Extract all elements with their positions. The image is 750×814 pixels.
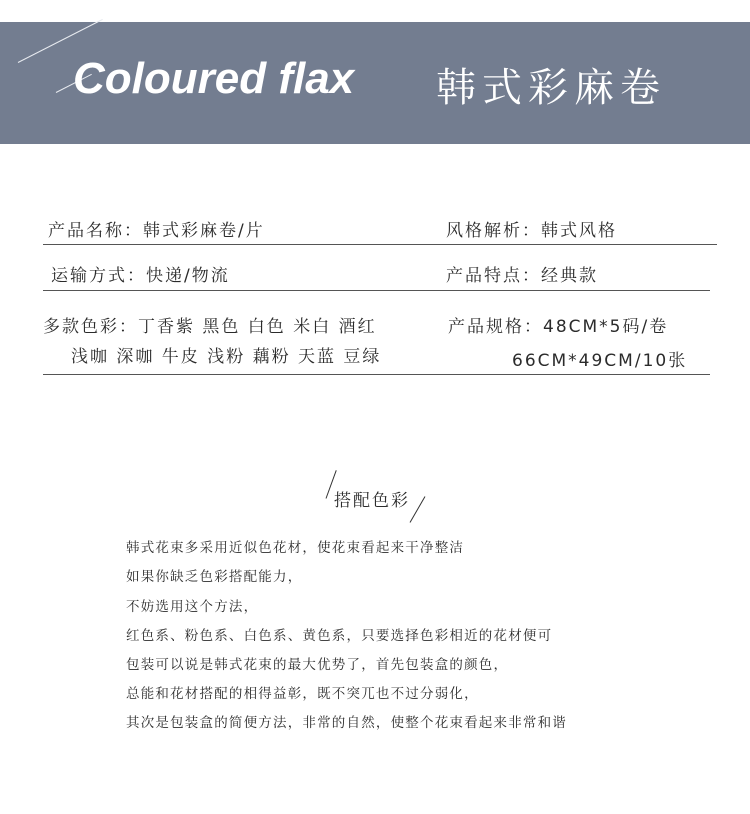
- section-title: 搭配色彩: [334, 491, 410, 511]
- paragraph-line: 其次是包装盒的简便方法，非常的自然，使整个花束看起来非常和谐: [126, 715, 567, 731]
- spec-style: 风格解析：韩式风格: [446, 221, 617, 241]
- paragraph-line: 韩式花束多采用近似色花材，使花束看起来干净整洁: [126, 540, 465, 556]
- divider: [43, 374, 710, 375]
- paragraph-line: 包装可以说是韩式花束的最大优势了，首先包装盒的颜色，: [126, 657, 509, 673]
- paragraph-line: 总能和花材搭配的相得益彰，既不突兀也不过分弱化，: [126, 686, 479, 702]
- spec-shipping: 运输方式：快递/物流: [51, 266, 230, 286]
- banner-title-cn: 韩式彩麻卷: [436, 65, 666, 111]
- spec-size-line1: 产品规格：48CM*5码/卷: [448, 317, 669, 337]
- divider: [43, 290, 710, 291]
- spec-product-name: 产品名称：韩式彩麻卷/片: [48, 221, 265, 241]
- spec-size-line2: 66CM*49CM/10张: [512, 351, 688, 371]
- divider: [43, 244, 717, 245]
- banner-title-en: Coloured flax: [73, 54, 355, 103]
- paragraph-line: 红色系、粉色系、白色系、黄色系，只要选择色彩相近的花材便可: [126, 628, 553, 644]
- paragraph-line: 不妨选用这个方法，: [126, 599, 259, 615]
- decorative-slash: [410, 496, 426, 522]
- section-title-block: [322, 470, 432, 526]
- spec-colors-line1: 多款色彩：丁香紫 黑色 白色 米白 酒红: [43, 317, 377, 337]
- spec-feature: 产品特点：经典款: [446, 266, 598, 286]
- paragraph-line: 如果你缺乏色彩搭配能力，: [126, 569, 303, 585]
- header-banner: [0, 22, 750, 144]
- spec-colors-line2: 浅咖 深咖 牛皮 浅粉 藕粉 天蓝 豆绿: [71, 347, 382, 367]
